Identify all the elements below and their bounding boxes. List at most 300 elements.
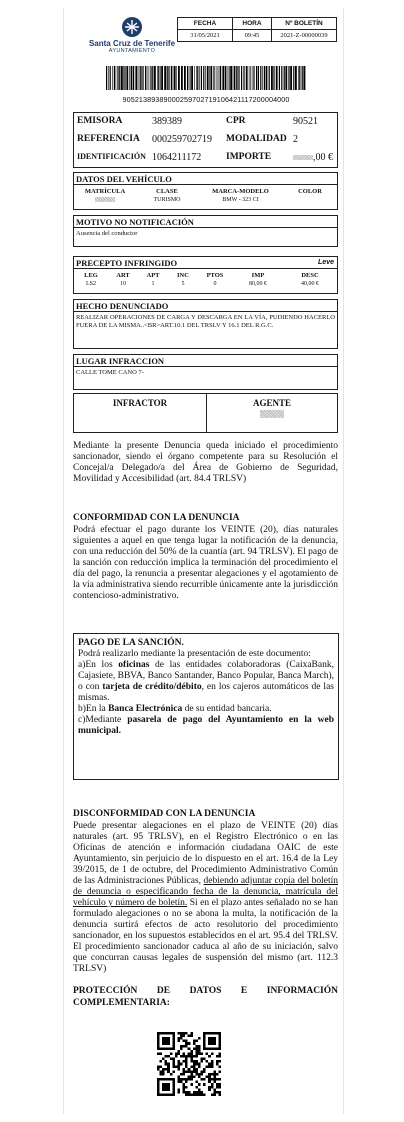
barcode-bar [260, 66, 261, 90]
barcode-bar [266, 66, 268, 90]
barcode-number: 90521389389000259702719106421117200004000 [122, 95, 290, 104]
barcode-bar [237, 66, 238, 90]
barcode-bar [173, 66, 174, 90]
qr-module [201, 1060, 204, 1063]
qr-module [180, 1037, 183, 1040]
qr-module [201, 1058, 204, 1061]
qr-module [185, 1032, 188, 1035]
barcode-bar [225, 66, 226, 90]
barcode-bar [285, 66, 287, 90]
motivo-section-title: MOTIVO NO NOTIFICACIÓN [74, 216, 337, 228]
qr-module [177, 1068, 180, 1071]
qr-module [177, 1076, 180, 1079]
qr-module [167, 1070, 170, 1073]
qr-module [193, 1070, 196, 1073]
barcode-bar [298, 66, 299, 90]
qr-module [172, 1065, 175, 1068]
lugar-section-title: LUGAR INFRACCION [74, 355, 337, 367]
barcode-bar [138, 66, 139, 90]
qr-module [157, 1052, 160, 1055]
barcode [106, 66, 306, 90]
precepto-header-apt: APT [146, 272, 160, 279]
qr-module [213, 1091, 216, 1094]
barcode-bar [178, 66, 180, 90]
qr-module [216, 1060, 219, 1063]
qr-module [213, 1073, 216, 1076]
qr-module [188, 1042, 191, 1045]
entity-name: AYUNTAMIENTO [108, 48, 156, 54]
barcode-bar [145, 66, 146, 90]
qr-module [180, 1035, 183, 1038]
qr-module [165, 1055, 168, 1058]
qr-module [218, 1091, 221, 1094]
barcode-bar [219, 66, 220, 90]
barcode-bar [125, 66, 126, 90]
barcode-bar [281, 66, 282, 90]
meta-boletin: 2021-Z-00000039 [272, 30, 337, 42]
qr-module [193, 1060, 196, 1063]
barcode-bar [299, 66, 300, 90]
qr-module [183, 1070, 186, 1073]
qr-module [183, 1088, 186, 1091]
vehicle-header-clase: CLASE [156, 188, 178, 195]
qr-module [177, 1065, 180, 1068]
agente-signature-box [207, 394, 337, 432]
qr-module [211, 1065, 214, 1068]
qr-module [177, 1060, 180, 1063]
qr-module [183, 1040, 186, 1043]
qr-module [180, 1032, 183, 1035]
barcode-bar [171, 66, 172, 90]
barcode-bar [262, 66, 263, 90]
qr-module [193, 1068, 196, 1071]
qr-module [208, 1065, 211, 1068]
qr-module [216, 1063, 219, 1066]
qr-module [167, 1055, 170, 1058]
qr-module [160, 1065, 163, 1068]
lugar-text: CALLE TOME CANO 7- [76, 369, 144, 376]
qr-module [195, 1093, 198, 1096]
qr-module [193, 1047, 196, 1050]
qr-module [177, 1078, 180, 1081]
importe-label: IMPORTE [226, 152, 272, 162]
qr-module [208, 1073, 211, 1076]
qr-module [177, 1088, 180, 1091]
barcode-bar [110, 66, 111, 90]
barcode-bar [210, 66, 212, 90]
qr-module [193, 1093, 196, 1096]
qr-module [183, 1035, 186, 1038]
qr-module [211, 1093, 214, 1096]
agente-label: AGENTE [252, 398, 291, 408]
qr-module [216, 1091, 219, 1094]
barcode-bar [227, 66, 228, 90]
barcode-bar [249, 66, 250, 90]
barcode-bar [269, 66, 270, 90]
qr-module [183, 1086, 186, 1089]
identificacion-label: IDENTIFICACIÓN [77, 152, 146, 161]
barcode-bar [252, 66, 253, 90]
barcode-bar [116, 66, 117, 90]
emisora-label: EMISORA [77, 116, 123, 126]
vehicle-matricula [74, 197, 136, 203]
qr-module [177, 1032, 180, 1035]
qr-module [162, 1058, 165, 1061]
qr-module [183, 1045, 186, 1048]
qr-module [201, 1093, 204, 1096]
qr-module [211, 1052, 214, 1055]
barcode-bar [181, 66, 183, 90]
qr-module [172, 1070, 175, 1073]
barcode-bar [174, 66, 176, 90]
qr-module [211, 1060, 214, 1063]
coat-of-arms-icon [121, 16, 143, 38]
barcode-bar [264, 66, 265, 90]
qr-module [218, 1052, 221, 1055]
qr-module [185, 1060, 188, 1063]
precepto-imp: 80,00 € [249, 281, 267, 287]
barcode-bar [241, 66, 242, 90]
precepto-header-inc: INC [177, 272, 189, 279]
barcode-bar [233, 66, 234, 90]
vehicle-values [74, 197, 337, 203]
barcode-bar [239, 66, 240, 90]
qr-module [201, 1070, 204, 1073]
precepto-header-imp: IMP [251, 272, 265, 279]
precepto-art: 10 [120, 281, 126, 287]
qr-module [190, 1032, 193, 1035]
qr-module [198, 1088, 201, 1091]
qr-module [218, 1086, 221, 1089]
qr-module [203, 1093, 206, 1096]
qr-module [190, 1078, 193, 1081]
qr-module [213, 1081, 216, 1084]
precepto-values [74, 281, 337, 287]
conformidad-text: Podrá efectuar el pago durante los VEINTE (20), días naturales siguientes a aquel en que tenga lugar la notificación de la denuncia, con una reducción del 50% de la cuantía (art. 94 TRLSV). El pago de la sanción con reducción implica la terminación del procedimiento el día del pago, la renuncia a presentar alegaciones y el agotamiento de la vía administrativa siendo recurrible únicamente ante la jurisdicción contencioso-administrativo. [73, 525, 338, 601]
precepto-inc: 5 [181, 281, 185, 287]
qr-module [211, 1063, 214, 1066]
precepto-section [73, 256, 338, 294]
barcode-bar [126, 66, 128, 90]
qr-module [190, 1076, 193, 1079]
qr-module [213, 1078, 216, 1081]
qr-module [208, 1063, 211, 1066]
precepto-ptos: 0 [213, 281, 217, 287]
proteccion-title: PROTECCIÓN DE DATOS E INFORMACIÓN COMPLEMENTARIA: [73, 986, 338, 1008]
qr-module [201, 1052, 204, 1055]
barcode-bar [203, 66, 204, 90]
qr-module [211, 1086, 214, 1089]
qr-module [203, 1058, 206, 1061]
qr-module [208, 1081, 211, 1084]
qr-module [190, 1035, 193, 1038]
barcode-bar [121, 66, 123, 90]
barcode-bar [176, 66, 177, 90]
barcode-bar [290, 66, 292, 90]
qr-module [216, 1055, 219, 1058]
qr-module [198, 1076, 201, 1079]
qr-module [198, 1050, 201, 1053]
precepto-gravedad: Leve [318, 259, 334, 266]
pago-box [73, 633, 339, 780]
qr-module [198, 1091, 201, 1094]
barcode-bar [201, 66, 202, 90]
qr-module [185, 1091, 188, 1094]
precepto-leg: LS2 [85, 281, 96, 287]
vehicle-header-color: COLOR [298, 188, 322, 195]
qr-module [185, 1086, 188, 1089]
qr-module [162, 1070, 165, 1073]
qr-module [188, 1055, 191, 1058]
barcode-bar [258, 66, 259, 90]
qr-module [180, 1045, 183, 1048]
qr-module [203, 1068, 206, 1071]
hecho-section [73, 299, 338, 349]
barcode-bar [234, 66, 235, 90]
vehicle-header-marca: MARCA-MODELO [212, 188, 269, 195]
barcode-bar [108, 66, 109, 90]
barcode-bar [161, 66, 163, 90]
qr-module [185, 1078, 188, 1081]
barcode-bar [303, 66, 305, 90]
qr-module [195, 1040, 198, 1043]
lugar-section [73, 354, 338, 390]
barcode-bar [243, 66, 244, 90]
barcode-bar [256, 66, 257, 90]
qr-module [188, 1035, 191, 1038]
qr-module [201, 1078, 204, 1081]
qr-module [188, 1068, 191, 1071]
qr-module [193, 1065, 196, 1068]
qr-module [175, 1055, 178, 1058]
qr-module [185, 1055, 188, 1058]
qr-module [185, 1070, 188, 1073]
barcode-bar [157, 66, 158, 90]
qr-module [172, 1058, 175, 1061]
qr-module [206, 1065, 209, 1068]
qr-module [195, 1052, 198, 1055]
barcode-bar [131, 66, 133, 90]
barcode-bar [187, 66, 188, 90]
qr-module [172, 1063, 175, 1066]
qr-module [195, 1091, 198, 1094]
barcode-bar [273, 66, 274, 90]
qr-module [190, 1070, 193, 1073]
qr-module [208, 1086, 211, 1089]
barcode-bar [209, 66, 210, 90]
signatures-section [73, 393, 338, 433]
qr-module [218, 1083, 221, 1086]
qr-module [188, 1070, 191, 1073]
qr-module [198, 1037, 201, 1040]
barcode-bar [293, 66, 294, 90]
qr-module [157, 1068, 160, 1071]
pago-title: PAGO DE LA SANCIÓN. [78, 638, 184, 648]
qr-module [188, 1093, 191, 1096]
motivo-text: Ausencia del conductor [76, 230, 138, 237]
qr-module [198, 1083, 201, 1086]
barcode-bar [164, 66, 166, 90]
barcode-bar [302, 66, 303, 90]
qr-module [160, 1073, 163, 1076]
qr-module [185, 1081, 188, 1084]
precepto-header-ptos: PTOS [206, 272, 224, 279]
barcode-bar [160, 66, 161, 90]
qr-module [162, 1068, 165, 1071]
referencia-value: 000259702719 [152, 134, 212, 145]
qr-module [188, 1078, 191, 1081]
qr-module [190, 1073, 193, 1076]
qr-module [185, 1093, 188, 1096]
qr-module [218, 1065, 221, 1068]
qr-module [170, 1058, 173, 1061]
precepto-section-title [74, 257, 337, 269]
barcode-bar [196, 66, 197, 90]
qr-module [157, 1065, 160, 1068]
barcode-bar [150, 66, 151, 90]
barcode-bar [253, 66, 254, 90]
qr-module [188, 1091, 191, 1094]
barcode-bar [117, 66, 118, 90]
disconformidad-text: Puede presentar alegaciones en el plazo de VEINTE (20) días naturales (art. 95 TRLSV), en el Registro Electrónico o en las Oficinas de atención e información ciudadana OAIC de este Ayuntamiento, sin perjuicio de lo dispuesto en el art. 16.4 de la Ley 39/2015, de 1 de octubre, del Procedimiento Administrativo Común de las Administraciones Públicas, debiendo adjuntar copia del boletín de denuncia o especificando fecha de la denuncia, matrícula del vehículo y número de boletín. Si en el plazo antes señalado no se han formulado alegaciones o no se abona la multa, la notificación de la denuncia surtirá efectos de acto resolutorio del procedimiento sancionador, en los supuestos establecidos en el art. 95.4 del TRLSV. El procedimiento sancionador caduca al año de su iniciación, salvo que concurran causas legales de suspensión del mismo (art. 112.3 TRLSV) [73, 821, 338, 974]
qr-module [198, 1063, 201, 1066]
qr-module [195, 1047, 198, 1050]
barcode-bar [218, 66, 219, 90]
barcode-bar [140, 66, 141, 90]
qr-module [216, 1073, 219, 1076]
qr-module [208, 1088, 211, 1091]
qr-module [183, 1091, 186, 1094]
qr-module [190, 1065, 193, 1068]
qr-module [195, 1045, 198, 1048]
barcode-bar [189, 66, 190, 90]
barcode-bar [199, 66, 200, 90]
qr-module [211, 1078, 214, 1081]
meta-header-boletin: Nº BOLETÍN [272, 18, 337, 30]
precepto-desc: 40,00 € [301, 281, 319, 287]
qr-module [170, 1073, 173, 1076]
barcode-bar [284, 66, 285, 90]
qr-module [185, 1065, 188, 1068]
qr-module [183, 1032, 186, 1035]
hecho-text: REALIZAR OPERACIONES DE CARGA Y DESCARGA EN LA VÍA, PUDIENDO HACERLO FUERA DE LA MISMA..<BR>ART.10.1 DEL TRSLV Y 16.1 DEL R.G.C. [76, 314, 335, 329]
qr-module [206, 1076, 209, 1079]
precepto-title: PRECEPTO INFRINGIDO [76, 258, 178, 268]
barcode-bar [154, 66, 156, 90]
qr-module [167, 1063, 170, 1066]
qr-module [183, 1083, 186, 1086]
qr-module [218, 1070, 221, 1073]
qr-module [175, 1052, 178, 1055]
qr-module [195, 1073, 198, 1076]
barcode-bar [114, 66, 115, 90]
barcode-bar [295, 66, 297, 90]
qr-module [198, 1047, 201, 1050]
barcode-bar [147, 66, 148, 90]
qr-module [195, 1070, 198, 1073]
qr-module [180, 1073, 183, 1076]
qr-module [203, 1083, 206, 1086]
barcode-bar [152, 66, 153, 90]
barcode-bar [228, 66, 229, 90]
cpr-label: CPR [226, 116, 246, 126]
modalidad-value: 2 [293, 134, 298, 145]
qr-module [208, 1078, 211, 1081]
qr-module [167, 1068, 170, 1071]
qr-module [193, 1091, 196, 1094]
qr-module [195, 1063, 198, 1066]
qr-module [160, 1060, 163, 1063]
qr-module [162, 1083, 170, 1091]
precepto-header-art: ART [116, 272, 130, 279]
barcode-bar [158, 66, 159, 90]
vehicle-headers [74, 188, 337, 195]
vehicle-color [283, 197, 337, 203]
redacted-amount [293, 155, 313, 160]
qr-module [213, 1093, 216, 1096]
barcode-bar [279, 66, 280, 90]
pago-option-b: b)En la Banca Electrónica de su entidad bancaria. [78, 704, 272, 714]
cpr-value: 90521 [293, 116, 318, 127]
barcode-bar [205, 66, 206, 90]
qr-module [177, 1081, 180, 1084]
meta-header-fecha: FECHA [178, 18, 233, 30]
qr-module [190, 1093, 193, 1096]
hecho-section-title: HECHO DENUNCIADO [74, 300, 337, 312]
qr-module [177, 1037, 180, 1040]
identificacion-value: 1064211172 [152, 152, 202, 163]
qr-module [208, 1055, 211, 1058]
qr-module [177, 1040, 180, 1043]
qr-module [193, 1042, 196, 1045]
barcode-bar [236, 66, 237, 90]
barcode-bar [135, 66, 137, 90]
qr-module [175, 1065, 178, 1068]
conformidad-title: CONFORMIDAD CON LA DENUNCIA [73, 513, 240, 523]
city-name: Santa Cruz de Tenerife [88, 39, 176, 48]
qr-module [190, 1050, 193, 1053]
qr-module [183, 1078, 186, 1081]
qr-module [188, 1076, 191, 1079]
qr-module [206, 1052, 209, 1055]
qr-module [193, 1055, 196, 1058]
qr-module [203, 1078, 206, 1081]
qr-module [218, 1055, 221, 1058]
qr-module [188, 1052, 191, 1055]
meta-fecha: 31/05/2021 [178, 30, 233, 42]
qr-module [160, 1070, 163, 1073]
traffic-fine-ticket [63, 8, 344, 1114]
qr-module [201, 1073, 204, 1076]
motivo-section [73, 215, 338, 247]
meta-hora: 09:45 [233, 30, 272, 42]
qr-module [188, 1047, 191, 1050]
qr-module [180, 1078, 183, 1081]
barcode-bar [168, 66, 169, 90]
referencia-label: REFERENCIA [77, 134, 140, 144]
qr-module [216, 1083, 219, 1086]
qr-module [193, 1063, 196, 1066]
qr-module [185, 1040, 188, 1043]
qr-module [183, 1060, 186, 1063]
barcode-bar [207, 66, 209, 90]
barcode-bar [288, 66, 289, 90]
qr-module [177, 1063, 180, 1066]
qr-module [218, 1093, 221, 1096]
qr-module [180, 1055, 183, 1058]
vehicle-section [73, 172, 338, 210]
qr-module [165, 1068, 168, 1071]
